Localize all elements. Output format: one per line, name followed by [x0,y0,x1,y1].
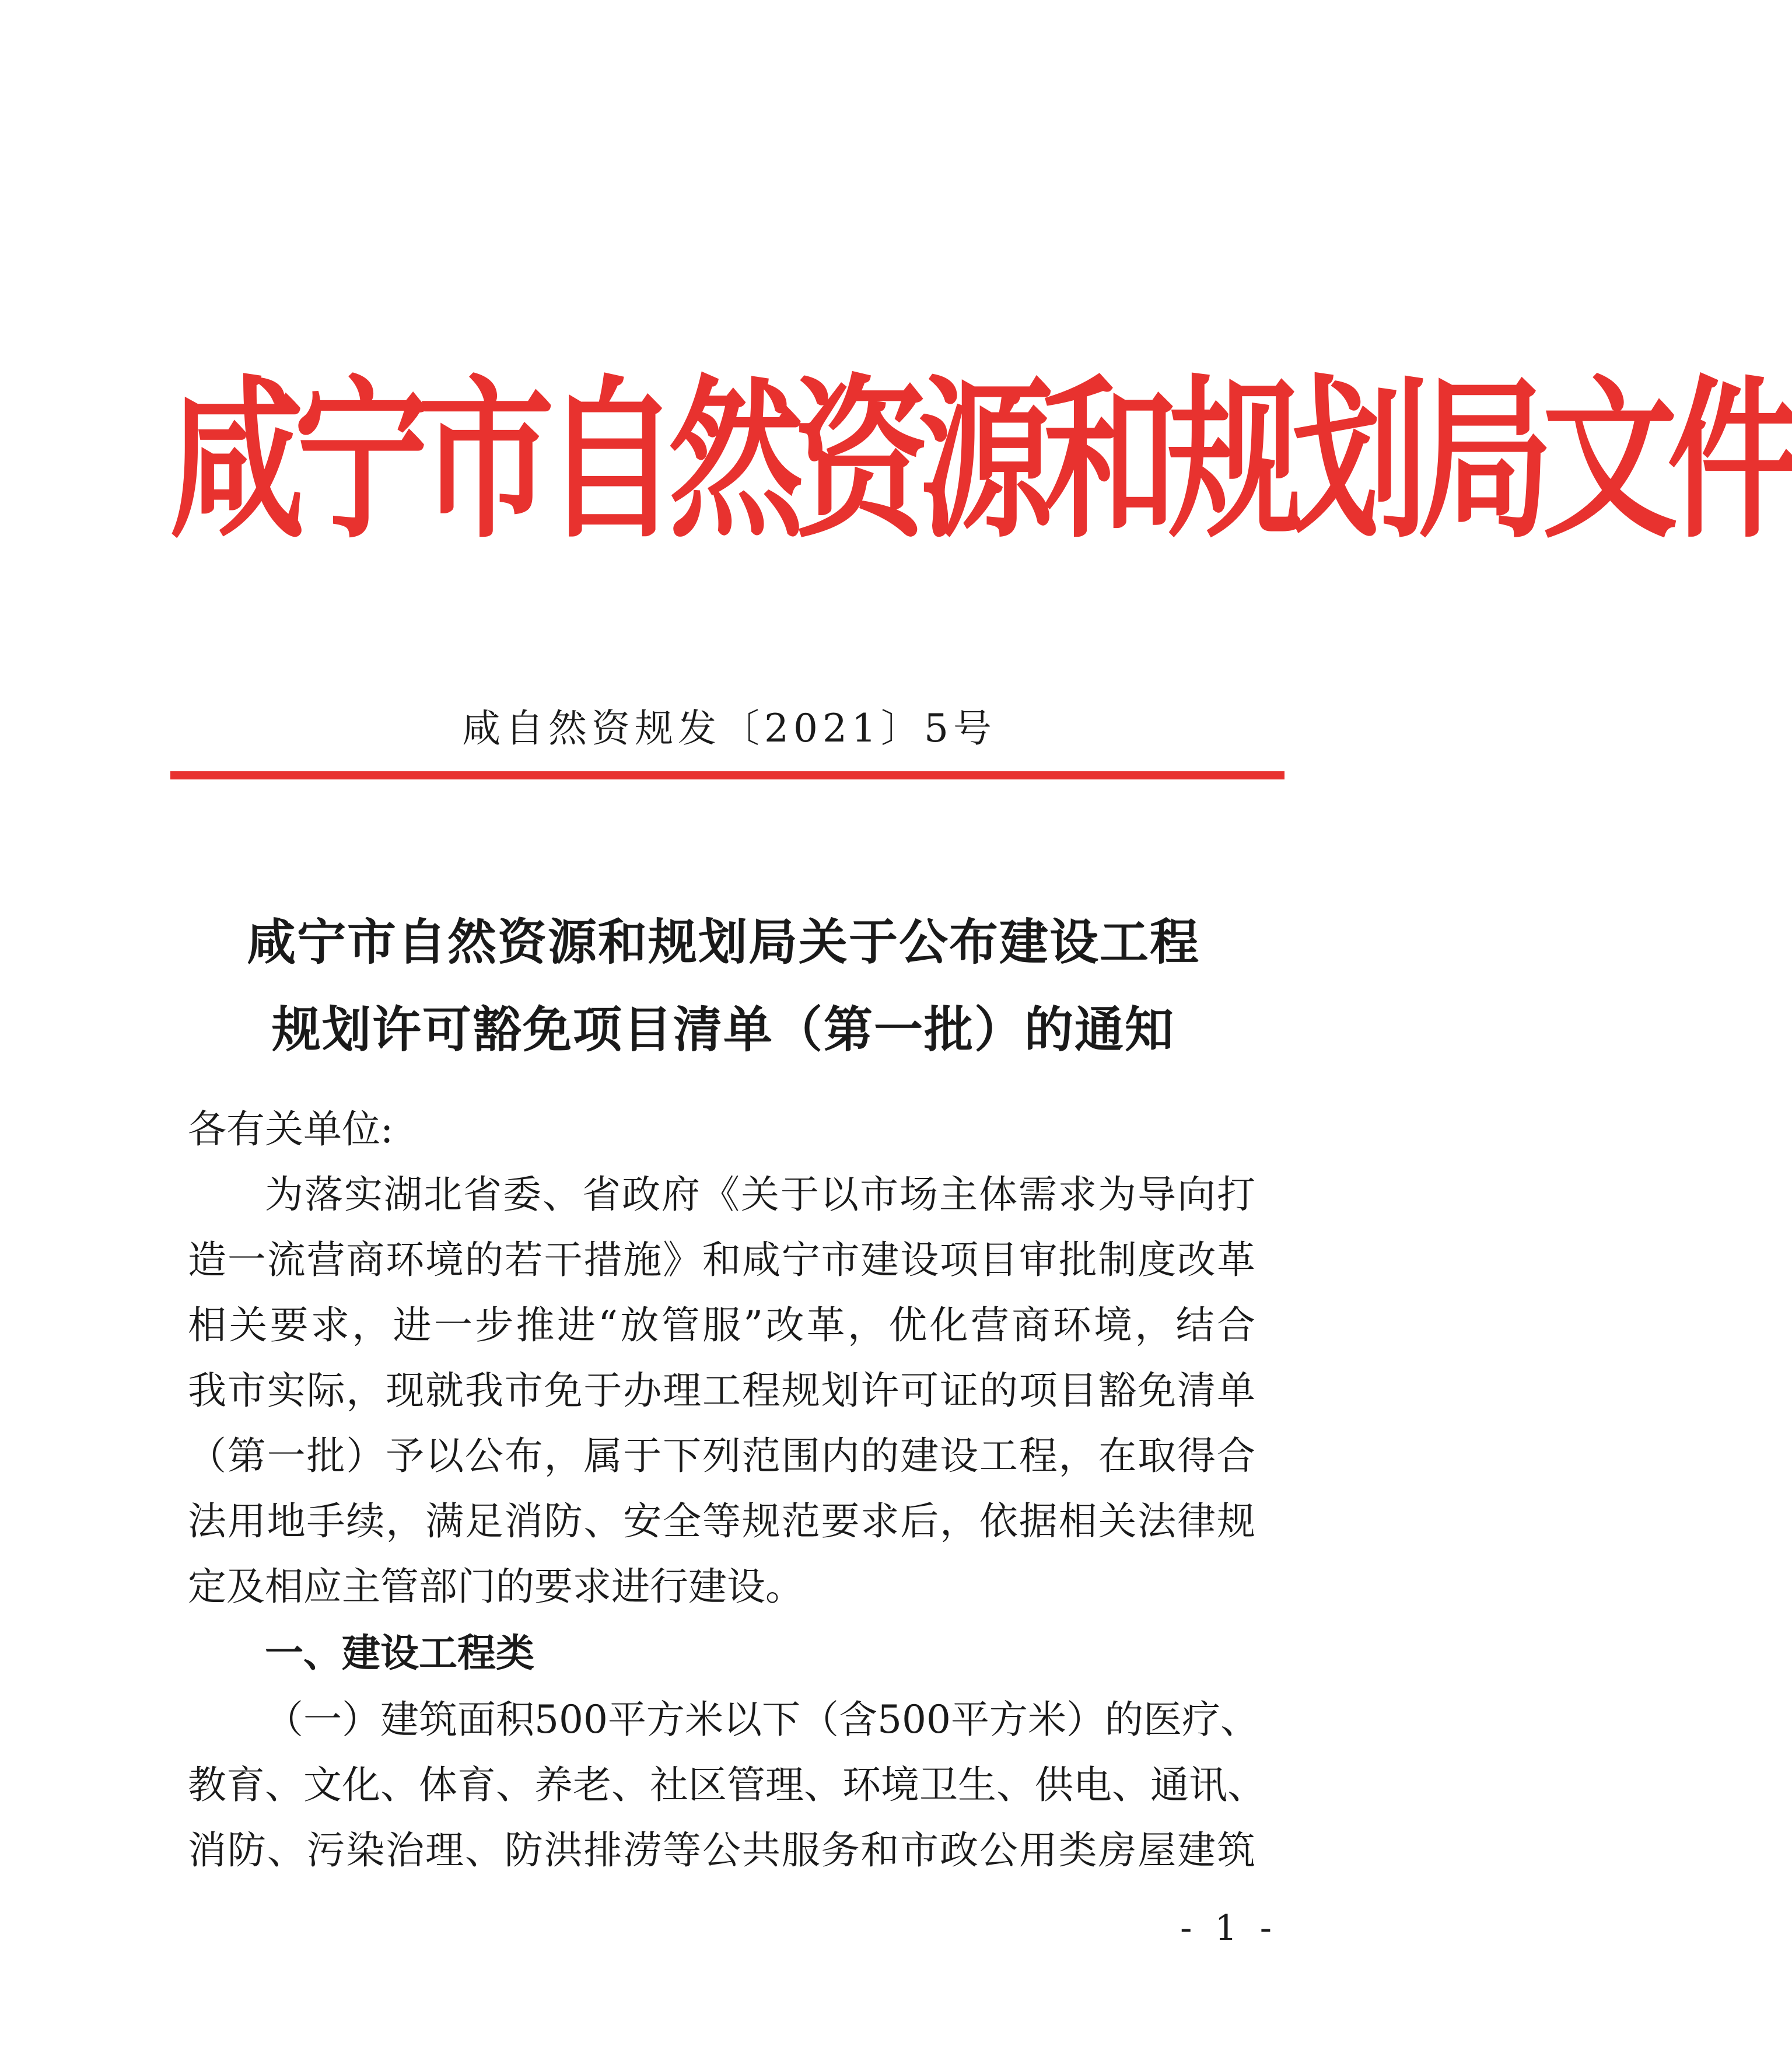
paragraph-1-line: 定及相应主管部门的要求进行建设。 [188,1564,804,1609]
title-line-2: 规划许可豁免项目清单（第一批）的通知 [271,1001,1175,1058]
paragraph-1-line: 造一流营商环境的若干措施》和咸宁市建设项目审批制度改革 [188,1237,1255,1282]
paragraph-1-line: 为落实湖北省委、省政府《关于以市场主体需求为导向打 [265,1172,1255,1217]
paragraph-2-line: 教育、文化、体育、养老、社区管理、环境卫生、供电、通讯、 [188,1762,1266,1807]
paragraph-1-line: 法用地手续，满足消防、安全等规范要求后，依据相关法律规 [188,1499,1255,1544]
paragraph-1-line: 我市实际，现就我市免于办理工程规划许可证的项目豁免清单 [188,1368,1255,1413]
document-number: 咸自然资规发〔2021〕5号 [462,706,996,751]
red-divider [170,771,1284,779]
paragraph-1-line: 相关要求，进一步推进“放管服”改革，优化营商环境，结合 [188,1303,1255,1348]
paragraph-1-line: （第一批）予以公布，属于下列范围内的建设工程，在取得合 [188,1433,1255,1478]
masthead-title: 咸宁市自然资源和规划局文件 [169,360,1792,562]
page-number: - 1 - [1180,1908,1278,1949]
notice-title [175,898,1272,1073]
body-text [188,1097,1266,1883]
section-heading: 一、建设工程类 [265,1631,534,1676]
salutation: 各有关单位: [188,1107,394,1152]
paragraph-2-line: 消防、污染治理、防洪排涝等公共服务和市政公用类房屋建筑 [188,1828,1255,1873]
paragraph-2-line: （一）建筑面积500平方米以下（含500平方米）的医疗、 [265,1697,1259,1742]
title-line-1: 咸宁市自然资源和规划局关于公布建设工程 [246,913,1200,971]
